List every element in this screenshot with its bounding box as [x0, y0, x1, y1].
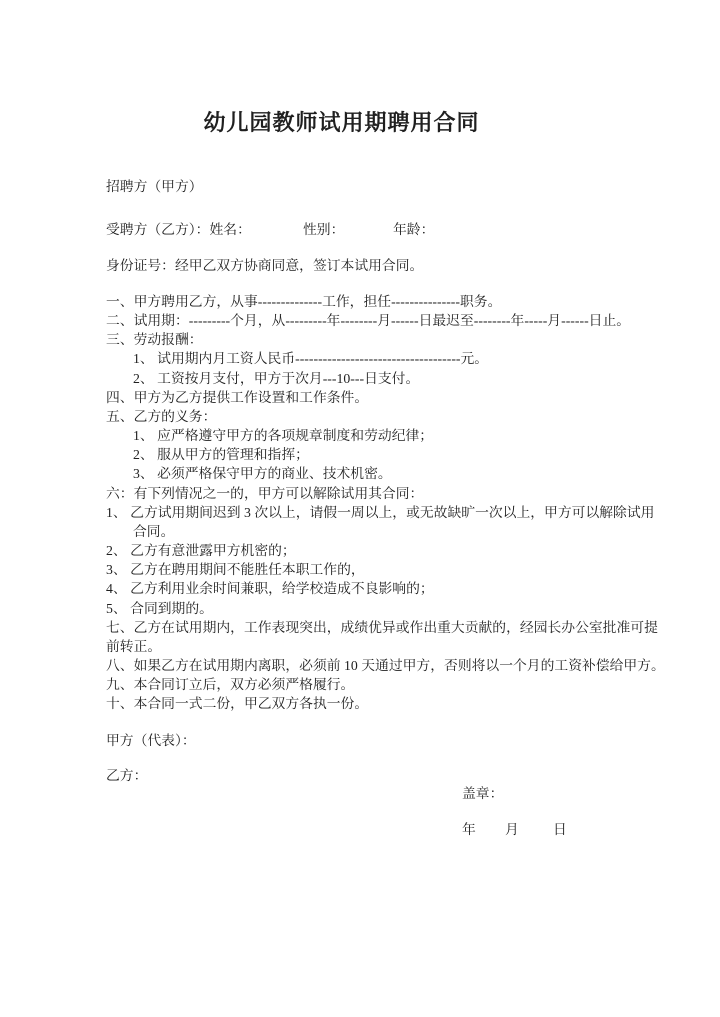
clause-4-work-conditions: 四、甲方为乙方提供工作设置和工作条件。: [106, 389, 369, 405]
party-a-signature-label: 甲方（代表）：: [106, 733, 196, 748]
clause-7-early-confirmation: 七、乙方在试用期内，工作表现突出，成绩优异或作出重大贡献的，经园长办公室批准可提: [106, 619, 658, 635]
contract-title: 幼儿园教师试用期聘用合同: [203, 110, 480, 135]
clause-6-item-2: 2、 乙方有意泄露甲方机密的；: [106, 543, 296, 559]
clause-9-performance: 九、本合同订立后，双方必须严格履行。: [106, 677, 355, 693]
clause-3-remuneration: 三、劳动报酬：: [106, 332, 203, 348]
clause-6-item-4: 4、 乙方利用业余时间兼职，给学校造成不良影响的；: [106, 581, 434, 597]
hired-party-line: [106, 220, 626, 239]
gender-label: 性别：: [303, 222, 345, 237]
clause-6-item-3: 3、 乙方在聘用期间不能胜任本职工作的，: [106, 562, 365, 578]
age-label: 年龄：: [393, 222, 435, 237]
clause-6-termination: 六：有下列情况之一的，甲方可以解除试用其合同：: [106, 485, 424, 501]
recruiter-party-line: 招聘方（甲方）: [106, 179, 203, 194]
id-number-line: 身份证号：经甲乙双方协商同意，签订本试用合同。: [106, 258, 424, 273]
clause-2-probation-period: 二、试用期：---------个月，从---------年--------月------日最迟至--------年-----月------日止。: [106, 313, 631, 329]
clause-6-item-1: 1、 乙方试用期间迟到 3 次以上，请假一周以上，或无故缺旷一次以上，甲方可以解除试用: [106, 504, 655, 520]
clause-5-item-3: 3、 必须严格保守甲方的商业、技术机密。: [133, 466, 392, 482]
clause-1-employment: 一、甲方聘用乙方，从事--------------工作，担任---------------职务。: [106, 294, 502, 309]
clause-5-obligations: 五、乙方的义务：: [106, 408, 217, 424]
clause-7-cont: 前转正。: [106, 638, 162, 654]
clause-6-item-5: 5、 合同到期的。: [106, 600, 213, 616]
clause-8-resignation: 八、如果乙方在试用期内离职，必须前 10 天通过甲方，否则将以一个月的工资补偿给甲方。: [106, 657, 665, 673]
clause-10-copies: 十、本合同一式二份，甲乙双方各执一份。: [106, 696, 369, 712]
party-b-signature-label: 乙方：: [106, 768, 148, 783]
clause-6-item-1-cont: 合同。: [133, 523, 175, 539]
clause-3-item-1: 1、 试用期内月工资人民币------------------------------------元。: [133, 351, 489, 367]
clause-5-item-2: 2、 服从甲方的管理和指挥；: [133, 447, 309, 463]
year-label: 年: [462, 822, 476, 837]
date-line: [462, 820, 622, 839]
month-label: 月: [505, 822, 519, 837]
clause-3-item-2: 2、 工资按月支付，甲方于次月---10---日支付。: [133, 370, 420, 386]
clause-5-item-1: 1、 应严格遵守甲方的各项规章制度和劳动纪律；: [133, 428, 434, 444]
hired-name-label: 受聘方（乙方）：姓名：: [106, 222, 251, 237]
day-label: 日: [553, 822, 567, 837]
seal-label: 盖章：: [462, 786, 504, 801]
clauses-block: [106, 292, 665, 713]
